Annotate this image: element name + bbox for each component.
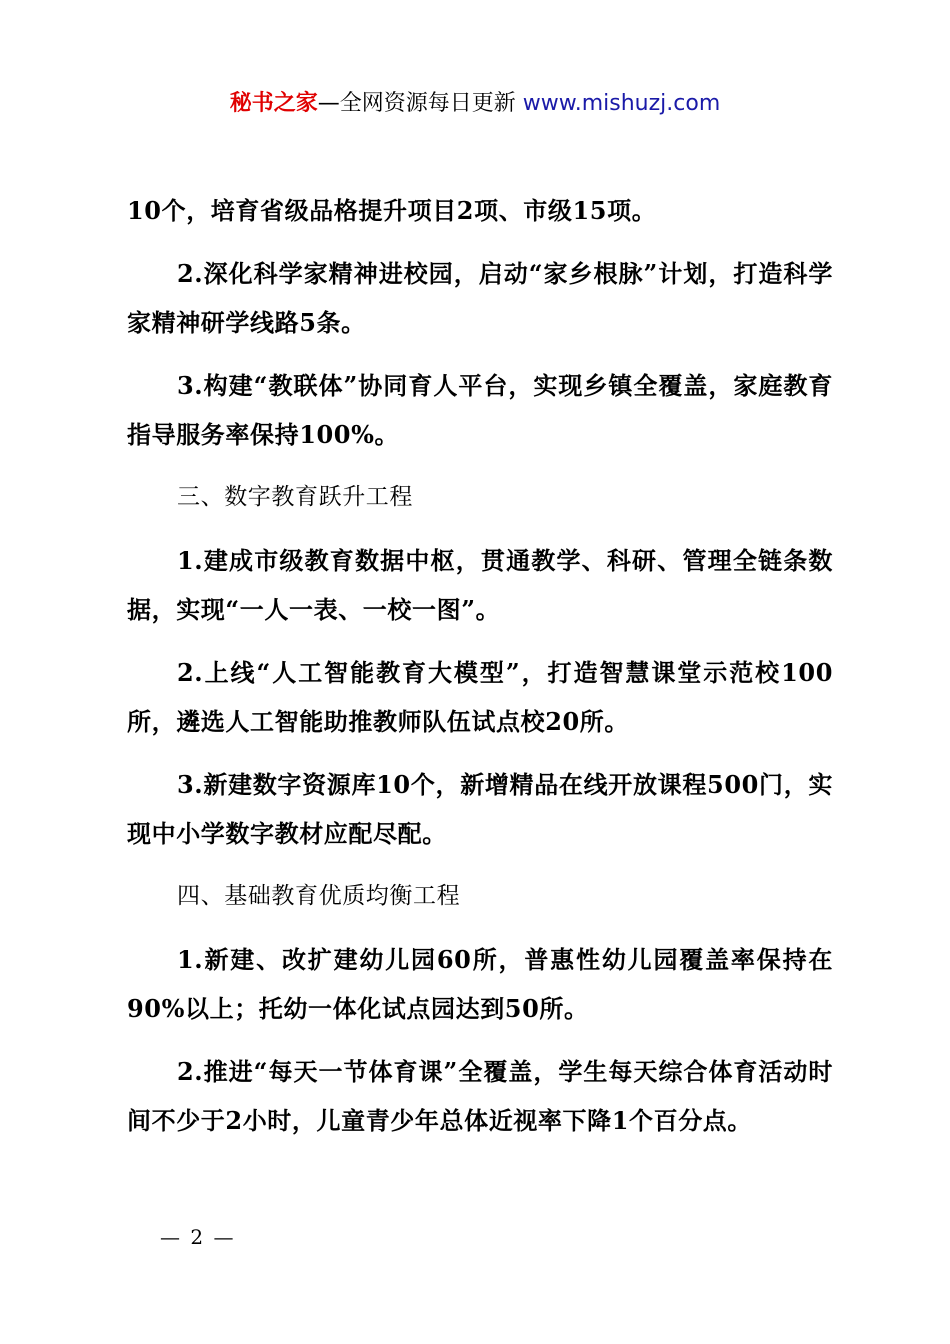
- document-body: [127, 186, 833, 1159]
- header-slogan: —全网资源每日更新: [317, 91, 523, 116]
- section-heading: 三、数字教育跃升工程: [177, 484, 413, 510]
- paragraph-item: 2.推进“每天一节体育课”全覆盖，学生每天综合体育活动时间不少于2小时，儿童青少年总体近视率下降1个百分点。: [127, 1057, 833, 1135]
- site-header: [0, 88, 950, 120]
- brand-name: 秘书之家: [229, 91, 318, 116]
- site-url-link[interactable]: www.mishuzj.com: [522, 91, 721, 116]
- paragraph-continuation: 10个，培育省级品格提升项目2项、市级15项。: [127, 196, 657, 225]
- paragraph-item: 1.新建、改扩建幼儿园60所，普惠性幼儿园覆盖率保持在90%以上；托幼一体化试点园达到50所。: [127, 945, 833, 1023]
- paragraph-item: 3.新建数字资源库10个，新增精品在线开放课程500门，实现中小学数字教材应配尽配。: [127, 770, 833, 848]
- paragraph-item: 3.构建“教联体”协同育人平台，实现乡镇全覆盖，家庭教育指导服务率保持100%。: [127, 371, 833, 449]
- page-number: — 2 —: [160, 1225, 236, 1249]
- paragraph-item: 2.深化科学家精神进校园，启动“家乡根脉”计划，打造科学家精神研学线路5条。: [127, 259, 833, 337]
- paragraph-item: 2.上线“人工智能教育大模型”，打造智慧课堂示范校100所，遴选人工智能助推教师队伍试点校20所。: [127, 658, 833, 736]
- paragraph-item: 1.建成市级教育数据中枢，贯通教学、科研、管理全链条数据，实现“一人一表、一校一图”。: [127, 546, 833, 624]
- section-heading: 四、基础教育优质均衡工程: [177, 883, 461, 909]
